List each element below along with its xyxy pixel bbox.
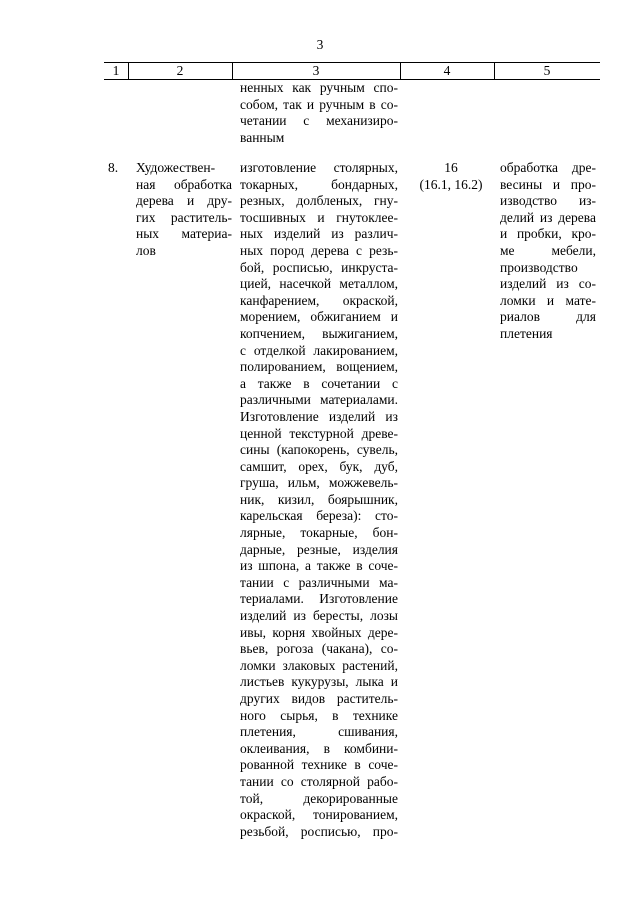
text-line: полированием, вощением,	[240, 359, 398, 375]
header-col-1: 1	[112, 63, 120, 78]
text-line: листьев кукурузы, лыка и	[240, 674, 398, 690]
text-line: морением, обжиганием и	[240, 309, 398, 325]
text-line: изделий из бересты, лозы	[240, 608, 398, 624]
row-number: 8.	[108, 160, 119, 175]
text-line: ных изделий из различ-	[240, 226, 398, 242]
text-line: сины (капокорень, сувель,	[240, 442, 398, 458]
header-col-3: 3	[312, 63, 320, 78]
text-line: весины и про-	[500, 176, 596, 192]
text-line: ванным	[240, 129, 285, 145]
text-line: риалов для	[500, 309, 596, 325]
text-line: карельская береза): сто-	[240, 508, 398, 524]
text-line: териалами. Изготовление	[240, 591, 398, 607]
text-line: лов	[136, 242, 156, 258]
row-title	[136, 160, 232, 260]
text-line: резных, долбленых, гну-	[240, 193, 398, 209]
text-line: ломки злаковых растений,	[240, 657, 398, 673]
text-line: дерева и дру-	[136, 193, 232, 209]
row-description	[240, 160, 398, 840]
text-line: канфарением, окраской,	[240, 292, 398, 308]
text-line: четании с механизиро-	[240, 113, 398, 129]
text-line: изводство из-	[500, 193, 596, 209]
header-col-2: 2	[176, 63, 184, 78]
continuation-text	[240, 80, 398, 146]
text-line: изготовление столярных,	[240, 160, 398, 175]
text-line: производство	[500, 259, 578, 275]
text-line: Изготовление изделий из	[240, 408, 398, 424]
text-line: тании с различными ма-	[240, 574, 398, 590]
text-line: той, декорированные	[240, 790, 398, 806]
text-line: собом, так и ручным в со-	[240, 96, 398, 112]
header-col-4: 4	[443, 63, 451, 78]
text-line: ных материа-	[136, 226, 232, 242]
text-line: копчением, выжиганием,	[240, 325, 398, 341]
text-line: из шпона, а также в соче-	[240, 558, 398, 574]
code-sub: (16.1, 16.2)	[419, 176, 483, 192]
text-line: оклеивания, в комбини-	[240, 740, 398, 756]
text-line: ивы, корня хвойных дере-	[240, 624, 398, 640]
text-line: тании со столярной рабо-	[240, 773, 398, 789]
header-col-5: 5	[543, 63, 551, 78]
text-line: различными материалами.	[240, 392, 398, 408]
text-line: ненных как ручным спо-	[240, 80, 398, 95]
text-line: плетения, сшивания,	[240, 724, 398, 740]
text-line: обработка дре-	[500, 160, 596, 175]
text-line: бой, росписью, инкруста-	[240, 259, 398, 275]
text-line: самшит, орех, бук, дуб,	[240, 458, 398, 474]
text-line: цией, насечкой металлом,	[240, 276, 398, 292]
text-line: ломки и мате-	[500, 292, 596, 308]
text-line: ного сырья, в технике	[240, 707, 398, 723]
text-line: вьев, рогоза (чакана), со-	[240, 641, 398, 657]
text-line: с отделкой лакированием,	[240, 342, 398, 358]
row-okved	[500, 160, 596, 343]
text-line: и пробки, кро-	[500, 226, 596, 242]
text-line: ная обработка	[136, 176, 232, 192]
text-line: изделий из со-	[500, 276, 596, 292]
row-code	[408, 160, 494, 193]
text-line: плетения	[500, 325, 553, 341]
text-line: а также в сочетании с	[240, 375, 398, 391]
text-line: дарные, резные, изделия	[240, 541, 398, 557]
text-line: резьбой, росписью, про-	[240, 823, 398, 839]
text-line: других видов раститель-	[240, 691, 398, 706]
text-line: Художествен-	[136, 160, 216, 175]
text-line: ценной текстурной древе-	[240, 425, 398, 441]
text-line: лярные, токарные, бон-	[240, 525, 398, 541]
text-line: ных пород дерева с резь-	[240, 242, 398, 258]
text-line: ник, кизил, боярышник,	[240, 491, 398, 507]
text-line: окраской, тонированием,	[240, 807, 398, 823]
page-number: 3	[316, 37, 324, 52]
text-line: груша, ильм, можжевель-	[240, 475, 398, 491]
table-header-row	[104, 62, 600, 80]
text-line: тосшивных и гнутоклее-	[240, 209, 398, 225]
text-line: гих раститель-	[136, 209, 232, 225]
code-main: 16	[444, 160, 458, 175]
text-line: ме мебели,	[500, 242, 596, 258]
text-line: рованной технике в соче-	[240, 757, 398, 773]
text-line: токарных, бондарных,	[240, 176, 398, 192]
text-line: делий из дерева	[500, 209, 596, 225]
